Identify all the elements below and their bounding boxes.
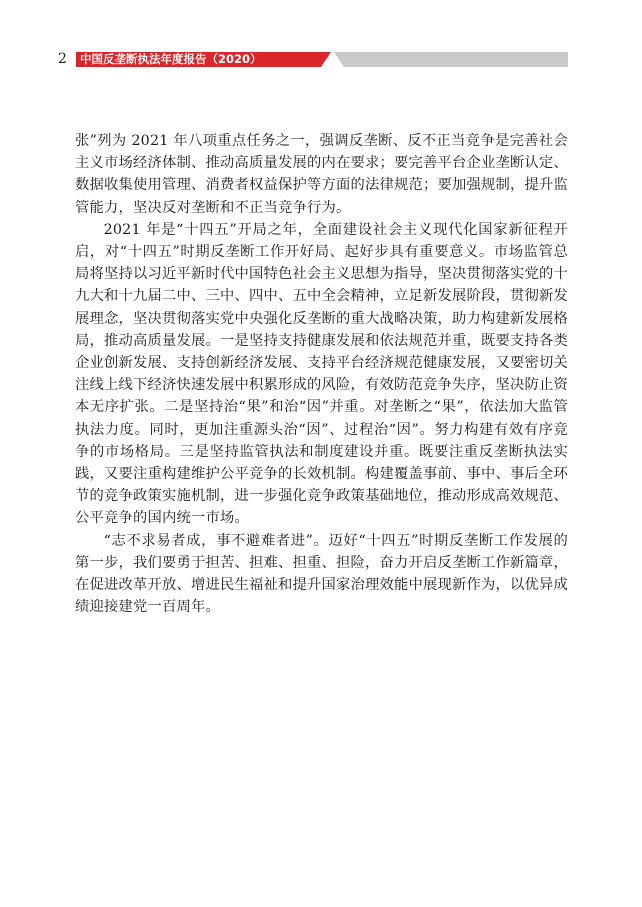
page-number: 2 <box>58 51 67 67</box>
paragraph-2021-priorities: 2021 年是“十四五”开局之年，全面建设社会主义现代化国家新征程开启，对“十四五”时期反垄断工作开好局、起好步具有重要意义。市场监管总局将坚持以习近平新时代中国特色社会主义思想为指导，坚决贯彻落实党的十九大和十九届二中、三中、四中、五中全会精神，立足新发展阶段，贯彻新发展理念，坚决贯彻落实党中央强化反垄断的重大战略决策，助力构建新发展格局，推动高质量发展。一是坚持支持健康发展和依法规范并重，既要支持各类企业创新发展、支持创新经济发展、支持平台经济规范健康发展，又要密切关注线上线下经济快速发展中积累形成的风险，有效防范竞争失序，坚决防止资本无序扩张。二是坚持治“果”和治“因”并重。对垄断之“果”，依法加大监管执法力度。同时，更加注重源头治“因”、过程治“因”。努力构建有效有序竞争的市场格局。三是坚持监管执法和制度建设并重。既要注重反垄断执法实践，又要注重构建维护公平竞争的长效机制。构建覆盖事前、事中、事后全环节的竞争政策实施机制，进一步强化竞争政策基础地位，推动形成高效规范、公平竞争的国内统一市场。 <box>75 221 568 527</box>
header-gray-band <box>334 52 568 67</box>
running-header <box>58 51 568 67</box>
body-text <box>75 130 568 618</box>
paragraph-closing: “志不求易者成，事不避难者进”。迈好“十四五”时期反垄断工作发展的第一步，我们要勇于担苦、担难、担重、担险，奋力开启反垄断工作新篇章，在促进改革开放、增进民生福祉和提升国家治理效能中展现新作为，以优异成绩迎接建党一百周年。 <box>75 532 568 616</box>
report-title: 中国反垄断执法年度报告（2020） <box>80 52 262 66</box>
paragraph-continuation: 张”列为 2021 年八项重点任务之一，强调反垄断、反不正当竞争是完善社会主义市场经济体制、推动高质量发展的内在要求；要完善平台企业垄断认定、数据收集使用管理、消费者权益保护等方面的法律规范；要加强规制，提升监管能力，坚决反对垄断和不正当竞争行为。 <box>75 133 568 216</box>
